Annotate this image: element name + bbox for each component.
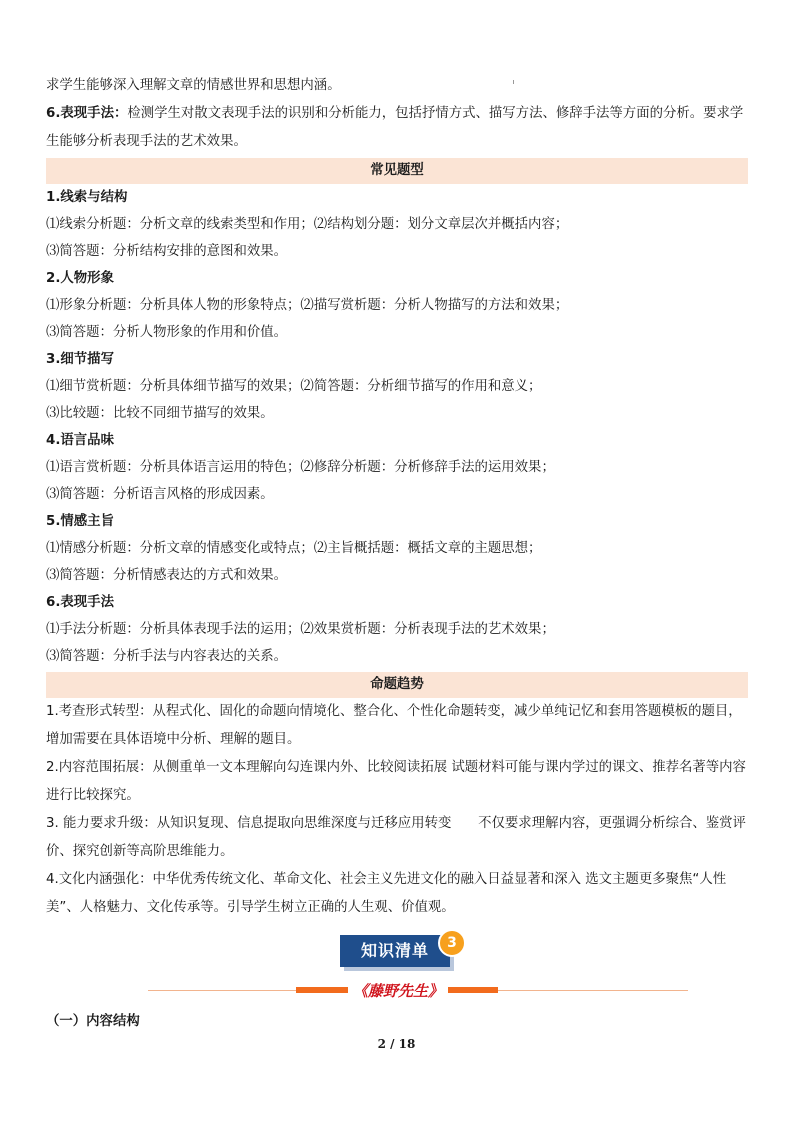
type-section	[46, 184, 748, 265]
type-section	[46, 508, 748, 589]
common-types-heading: 常见题型	[46, 158, 748, 184]
type-line: ⑴语言赏析题：分析具体语言运用的特色；⑵修辞分析题：分析修辞手法的运用效果；	[46, 460, 555, 475]
type-line: ⑴形象分析题：分析具体人物的形象特点；⑵描写赏析题：分析人物描写的方法和效果；	[46, 298, 569, 313]
trend-item: 1.考查形式转型：从程式化、固化的命题向情境化、整合化、个性化命题转变，减少单纯记忆和套用答题模板的题目，增加需要在具体语境中分析、理解的题目。	[46, 704, 742, 747]
type-section-title: 5.情感主旨	[46, 514, 114, 529]
page-number: 2 / 18	[377, 1037, 416, 1051]
type-line: ⑶简答题：分析语言风格的形成因素。	[46, 487, 274, 502]
type-line: ⑶简答题：分析结构安排的意图和效果。	[46, 244, 288, 259]
type-section-title: 2.人物形象	[46, 271, 114, 286]
type-section	[46, 427, 748, 508]
common-types-section	[46, 184, 748, 670]
type-section	[46, 346, 748, 427]
trend-item: 4.文化内涵强化：中华优秀传统文化、革命文化、社会主义先进文化的融入日益显著和深入 选文主题更多聚焦“人性美”、人格魅力、文化传承等。引导学生树立正确的人生观、价值观。	[46, 872, 727, 915]
knowledge-list-badge	[340, 929, 470, 969]
badge-number: 3	[438, 929, 466, 957]
type-section-title: 1.线索与结构	[46, 190, 128, 205]
trends-heading: 命题趋势	[46, 672, 748, 698]
item-6-paragraph	[46, 100, 748, 156]
badge-label: 知识清单	[340, 935, 450, 967]
type-line: ⑴线索分析题：分析文章的线索类型和作用；⑵结构划分题：划分文章层次并概括内容；	[46, 217, 569, 232]
type-line: ⑴情感分析题：分析文章的情感变化或特点；⑵主旨概括题：概括文章的主题思想；	[46, 541, 542, 556]
type-line: ⑴手法分析题：分析具体表现手法的运用；⑵效果赏析题：分析表现手法的艺术效果；	[46, 622, 555, 637]
intro-block	[46, 72, 748, 922]
item-6-text: 检测学生对散文表现手法的识别和分析能力，包括抒情方式、描写方法、修辞手法等方面的分析。要求学生能够分析表现手法的艺术效果。	[46, 106, 744, 149]
type-line: ⑶比较题：比较不同细节描写的效果。	[46, 406, 274, 421]
type-section-title: 6.表现手法	[46, 595, 114, 610]
divider-bar-right	[446, 987, 498, 993]
content-structure-heading: （一）内容结构	[46, 1014, 140, 1029]
type-line: ⑶简答题：分析手法与内容表达的关系。	[46, 649, 288, 664]
type-line: ⑶简答题：分析人物形象的作用和价值。	[46, 325, 288, 340]
type-line: ⑶简答题：分析情感表达的方式和效果。	[46, 568, 288, 583]
type-section-title: 4.语言品味	[46, 433, 114, 448]
lesson-title: 《藤野先生》	[348, 980, 448, 1002]
divider-bar-left	[296, 987, 356, 993]
type-section	[46, 265, 748, 346]
type-line: ⑴细节赏析题：分析具体细节描写的效果；⑵简答题：分析细节描写的作用和意义；	[46, 379, 542, 394]
intro-line: 求学生能够深入理解文章的情感世界和思想内涵。	[46, 78, 341, 93]
lesson-title-divider	[148, 980, 688, 1002]
trend-item: 2.内容范围拓展：从侧重单一文本理解向勾连课内外、比较阅读拓展 试题材料可能与课内学过的课文、推荐名著等内容进行比较探究。	[46, 760, 746, 803]
item-6-label: 6.表现手法：	[46, 106, 128, 121]
type-section	[46, 589, 748, 670]
trend-item: 3. 能力要求升级：从知识复现、信息提取向思维深度与迁移应用转变 不仅要求理解内容，更强调分析综合、鉴赏评价、探究创新等高阶思维能力。	[46, 816, 746, 859]
trends-list	[46, 698, 748, 922]
type-section-title: 3.细节描写	[46, 352, 114, 367]
